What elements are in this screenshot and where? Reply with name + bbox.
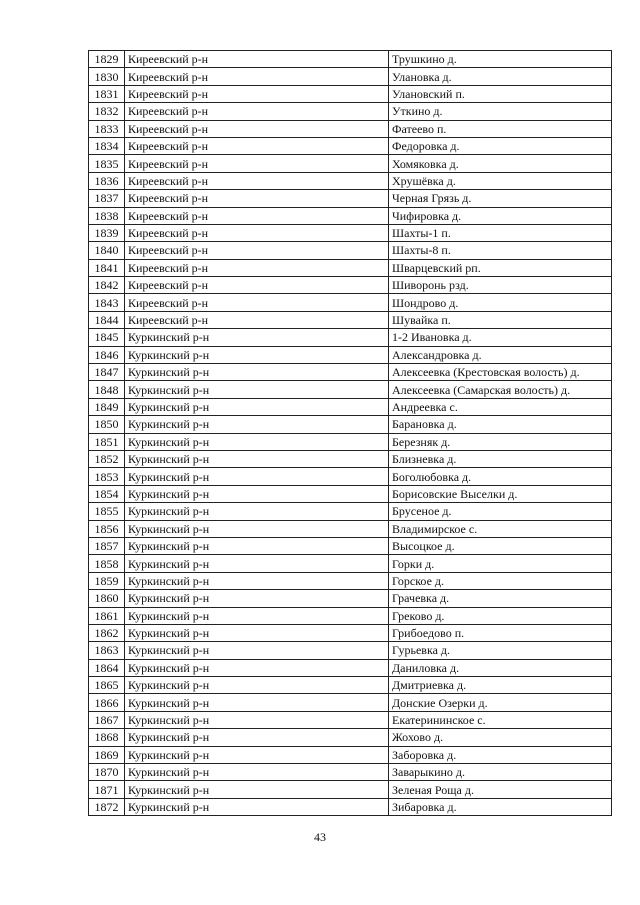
row-number-cell: 1835 [89, 155, 125, 172]
locality-cell: Андреевка с. [389, 398, 612, 415]
locality-cell: Александровка д. [389, 346, 612, 363]
row-number-cell: 1869 [89, 746, 125, 763]
district-cell: Киреевский р-н [125, 277, 389, 294]
table-row [89, 781, 612, 798]
table-row [89, 207, 612, 224]
locality-cell: Высоцкое д. [389, 537, 612, 554]
row-number-cell: 1858 [89, 555, 125, 572]
locality-cell: Борисовские Выселки д. [389, 485, 612, 502]
district-cell: Куркинский р-н [125, 520, 389, 537]
row-number-cell: 1859 [89, 572, 125, 589]
locality-cell: Улановский п. [389, 85, 612, 102]
row-number-cell: 1844 [89, 311, 125, 328]
district-cell: Куркинский р-н [125, 590, 389, 607]
locality-table-body [89, 51, 612, 816]
district-cell: Куркинский р-н [125, 364, 389, 381]
table-row [89, 311, 612, 328]
locality-cell: Федоровка д. [389, 137, 612, 154]
district-cell: Куркинский р-н [125, 746, 389, 763]
locality-cell: Березняк д. [389, 433, 612, 450]
district-cell: Куркинский р-н [125, 416, 389, 433]
district-cell: Куркинский р-н [125, 503, 389, 520]
row-number-cell: 1832 [89, 103, 125, 120]
table-row [89, 555, 612, 572]
table-row [89, 416, 612, 433]
table-row [89, 68, 612, 85]
row-number-cell: 1843 [89, 294, 125, 311]
locality-cell: Даниловка д. [389, 659, 612, 676]
row-number-cell: 1865 [89, 677, 125, 694]
locality-cell: Брусеное д. [389, 503, 612, 520]
row-number-cell: 1849 [89, 398, 125, 415]
locality-cell: Заварыкино д. [389, 764, 612, 781]
locality-cell: Жохово д. [389, 729, 612, 746]
district-cell: Киреевский р-н [125, 155, 389, 172]
table-row [89, 364, 612, 381]
table-row [89, 277, 612, 294]
district-cell: Киреевский р-н [125, 190, 389, 207]
district-cell: Куркинский р-н [125, 764, 389, 781]
district-cell: Киреевский р-н [125, 137, 389, 154]
table-row [89, 346, 612, 363]
locality-cell: Донские Озерки д. [389, 694, 612, 711]
locality-cell: Шахты-1 п. [389, 224, 612, 241]
table-row [89, 242, 612, 259]
row-number-cell: 1829 [89, 51, 125, 68]
row-number-cell: 1845 [89, 329, 125, 346]
locality-cell: Хрушёвка д. [389, 172, 612, 189]
row-number-cell: 1853 [89, 468, 125, 485]
table-row [89, 694, 612, 711]
district-cell: Киреевский р-н [125, 68, 389, 85]
locality-cell: Уткино д. [389, 103, 612, 120]
locality-cell: Алексеевка (Самарская волость) д. [389, 381, 612, 398]
locality-cell: Шиворонь рзд. [389, 277, 612, 294]
table-row [89, 624, 612, 641]
locality-cell: 1-2 Ивановка д. [389, 329, 612, 346]
district-cell: Куркинский р-н [125, 729, 389, 746]
table-row [89, 503, 612, 520]
locality-cell: Шондрово д. [389, 294, 612, 311]
table-row [89, 103, 612, 120]
locality-cell: Грибоедово п. [389, 624, 612, 641]
district-cell: Куркинский р-н [125, 433, 389, 450]
district-cell: Киреевский р-н [125, 85, 389, 102]
row-number-cell: 1871 [89, 781, 125, 798]
table-row [89, 711, 612, 728]
district-cell: Киреевский р-н [125, 259, 389, 276]
district-cell: Куркинский р-н [125, 329, 389, 346]
district-cell: Куркинский р-н [125, 537, 389, 554]
table-row [89, 450, 612, 467]
row-number-cell: 1842 [89, 277, 125, 294]
row-number-cell: 1860 [89, 590, 125, 607]
row-number-cell: 1846 [89, 346, 125, 363]
locality-cell: Екатерининское с. [389, 711, 612, 728]
locality-cell: Алексеевка (Крестовская волость) д. [389, 364, 612, 381]
district-cell: Куркинский р-н [125, 485, 389, 502]
district-cell: Киреевский р-н [125, 242, 389, 259]
district-cell: Куркинский р-н [125, 677, 389, 694]
row-number-cell: 1864 [89, 659, 125, 676]
locality-cell: Грачевка д. [389, 590, 612, 607]
table-row [89, 798, 612, 815]
table-row [89, 381, 612, 398]
row-number-cell: 1870 [89, 764, 125, 781]
row-number-cell: 1847 [89, 364, 125, 381]
district-cell: Киреевский р-н [125, 207, 389, 224]
locality-cell: Барановка д. [389, 416, 612, 433]
table-row [89, 572, 612, 589]
table-row [89, 537, 612, 554]
table-row [89, 155, 612, 172]
district-cell: Куркинский р-н [125, 381, 389, 398]
district-cell: Киреевский р-н [125, 172, 389, 189]
locality-cell: Фатеево п. [389, 120, 612, 137]
district-cell: Куркинский р-н [125, 781, 389, 798]
locality-cell: Горское д. [389, 572, 612, 589]
district-cell: Куркинский р-н [125, 659, 389, 676]
row-number-cell: 1863 [89, 642, 125, 659]
row-number-cell: 1857 [89, 537, 125, 554]
row-number-cell: 1836 [89, 172, 125, 189]
table-row [89, 485, 612, 502]
row-number-cell: 1872 [89, 798, 125, 815]
district-cell: Куркинский р-н [125, 555, 389, 572]
locality-cell: Дмитриевка д. [389, 677, 612, 694]
district-cell: Куркинский р-н [125, 711, 389, 728]
table-row [89, 659, 612, 676]
row-number-cell: 1868 [89, 729, 125, 746]
locality-cell: Шахты-8 п. [389, 242, 612, 259]
district-cell: Киреевский р-н [125, 294, 389, 311]
table-row [89, 51, 612, 68]
table-row [89, 224, 612, 241]
table-row [89, 590, 612, 607]
table-row [89, 120, 612, 137]
row-number-cell: 1831 [89, 85, 125, 102]
table-row [89, 172, 612, 189]
locality-cell: Владимирское с. [389, 520, 612, 537]
table-row [89, 259, 612, 276]
row-number-cell: 1833 [89, 120, 125, 137]
locality-table [88, 50, 612, 816]
locality-cell: Горки д. [389, 555, 612, 572]
district-cell: Куркинский р-н [125, 572, 389, 589]
row-number-cell: 1867 [89, 711, 125, 728]
row-number-cell: 1854 [89, 485, 125, 502]
locality-cell: Заборовка д. [389, 746, 612, 763]
table-row [89, 190, 612, 207]
district-cell: Куркинский р-н [125, 694, 389, 711]
table-row [89, 398, 612, 415]
row-number-cell: 1834 [89, 137, 125, 154]
district-cell: Куркинский р-н [125, 346, 389, 363]
district-cell: Киреевский р-н [125, 120, 389, 137]
row-number-cell: 1852 [89, 450, 125, 467]
row-number-cell: 1838 [89, 207, 125, 224]
locality-cell: Боголюбовка д. [389, 468, 612, 485]
table-row [89, 137, 612, 154]
table-row [89, 85, 612, 102]
locality-cell: Хомяковка д. [389, 155, 612, 172]
district-cell: Киреевский р-н [125, 51, 389, 68]
table-row [89, 642, 612, 659]
district-cell: Куркинский р-н [125, 642, 389, 659]
row-number-cell: 1866 [89, 694, 125, 711]
table-row [89, 764, 612, 781]
district-cell: Куркинский р-н [125, 624, 389, 641]
row-number-cell: 1855 [89, 503, 125, 520]
row-number-cell: 1841 [89, 259, 125, 276]
row-number-cell: 1839 [89, 224, 125, 241]
district-cell: Куркинский р-н [125, 468, 389, 485]
table-row [89, 746, 612, 763]
row-number-cell: 1848 [89, 381, 125, 398]
district-cell: Киреевский р-н [125, 103, 389, 120]
district-cell: Куркинский р-н [125, 798, 389, 815]
locality-cell: Гурьевка д. [389, 642, 612, 659]
locality-cell: Чифировка д. [389, 207, 612, 224]
table-row [89, 433, 612, 450]
locality-cell: Трушкино д. [389, 51, 612, 68]
locality-cell: Зибаровка д. [389, 798, 612, 815]
row-number-cell: 1830 [89, 68, 125, 85]
district-cell: Киреевский р-н [125, 224, 389, 241]
table-row [89, 468, 612, 485]
row-number-cell: 1837 [89, 190, 125, 207]
row-number-cell: 1851 [89, 433, 125, 450]
district-cell: Куркинский р-н [125, 398, 389, 415]
table-row [89, 729, 612, 746]
table-row [89, 294, 612, 311]
locality-cell: Шварцевский рп. [389, 259, 612, 276]
row-number-cell: 1856 [89, 520, 125, 537]
row-number-cell: 1862 [89, 624, 125, 641]
district-cell: Киреевский р-н [125, 311, 389, 328]
locality-cell: Зеленая Роща д. [389, 781, 612, 798]
locality-cell: Шувайка п. [389, 311, 612, 328]
table-row [89, 607, 612, 624]
table-row [89, 329, 612, 346]
locality-cell: Улановка д. [389, 68, 612, 85]
locality-cell: Греково д. [389, 607, 612, 624]
row-number-cell: 1840 [89, 242, 125, 259]
district-cell: Куркинский р-н [125, 450, 389, 467]
locality-cell: Близневка д. [389, 450, 612, 467]
district-cell: Куркинский р-н [125, 607, 389, 624]
row-number-cell: 1850 [89, 416, 125, 433]
table-row [89, 677, 612, 694]
page-number: 43 [314, 830, 326, 844]
table-row [89, 520, 612, 537]
locality-cell: Черная Грязь д. [389, 190, 612, 207]
row-number-cell: 1861 [89, 607, 125, 624]
